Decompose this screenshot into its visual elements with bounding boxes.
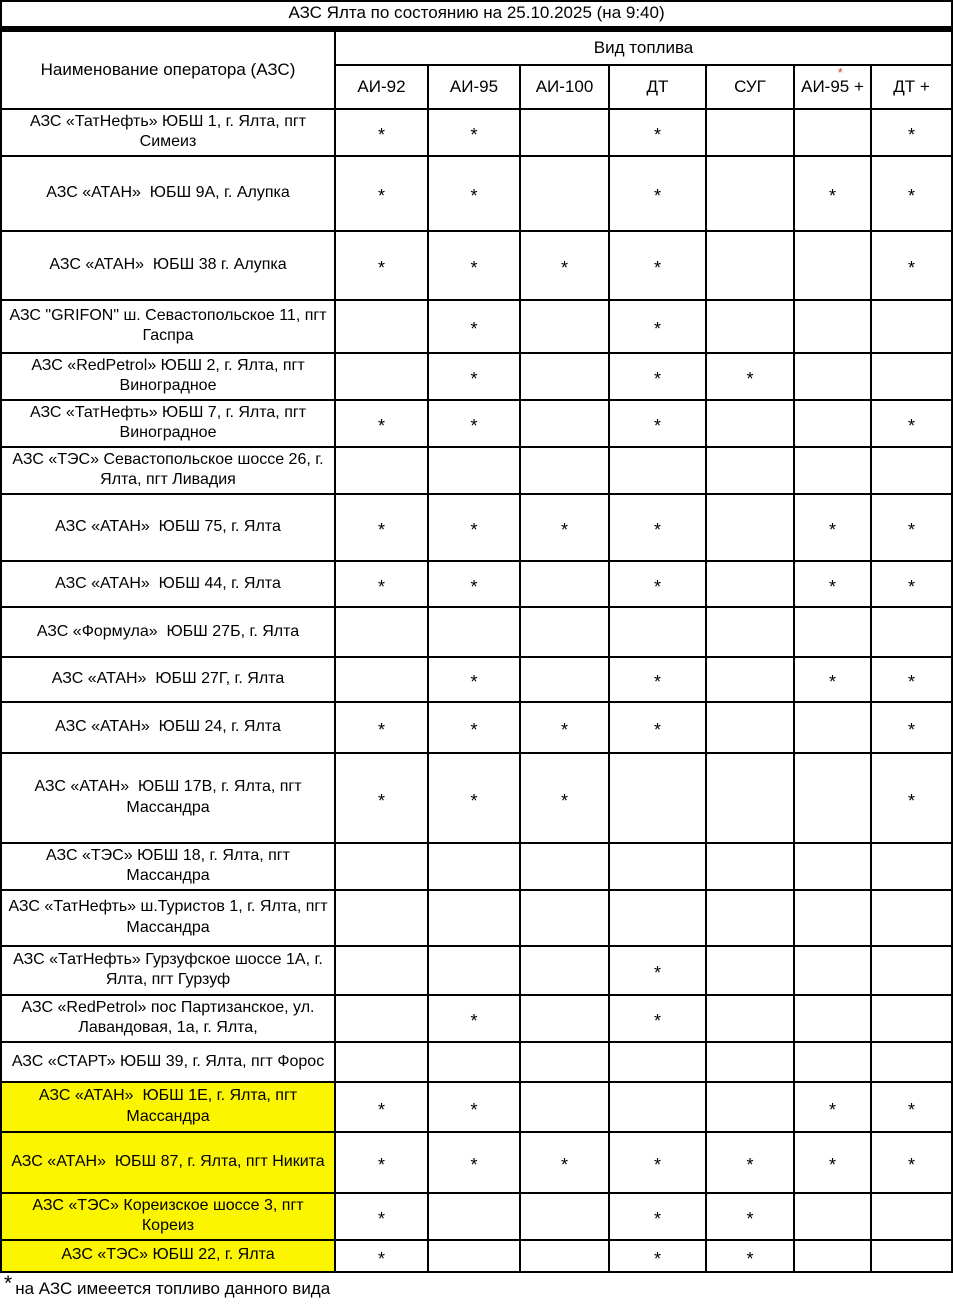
fuel-cell-ai95plus: *: [794, 494, 871, 561]
fuel-cell-ai92: *: [335, 109, 428, 156]
footnote-marker: *: [4, 1271, 13, 1295]
fuel-cell-ai92: *: [335, 702, 428, 753]
fuel-cell-dt: *: [609, 231, 706, 300]
fuel-cell-ai95: [428, 1193, 520, 1240]
fuel-cell-dtplus: *: [871, 231, 952, 300]
fuel-cell-ai95plus: *: [794, 1132, 871, 1193]
fuel-cell-ai100: [520, 400, 609, 447]
fuel-cell-ai92: *: [335, 753, 428, 843]
fuel-cell-ai100: [520, 561, 609, 607]
fuel-cell-dtplus: *: [871, 561, 952, 607]
fuel-cell-ai95: [428, 843, 520, 890]
fuel-cell-ai92: *: [335, 494, 428, 561]
col-header-ai95plus-label: АИ-95 +: [801, 77, 864, 96]
fuel-cell-dt: [609, 753, 706, 843]
station-name-cell: АЗС «АТАН» ЮБШ 9А, г. Алупка: [1, 156, 335, 231]
col-header-dtplus: ДТ +: [871, 65, 952, 109]
fuel-cell-ai100: [520, 1240, 609, 1272]
fuel-cell-ai100: *: [520, 494, 609, 561]
fuel-cell-ai95plus: [794, 843, 871, 890]
col-header-ai100: АИ-100: [520, 65, 609, 109]
station-row: [1, 156, 952, 231]
fuel-cell-dt: *: [609, 156, 706, 231]
footnote: [0, 1273, 953, 1304]
fuel-cell-dt: *: [609, 946, 706, 995]
col-header-ai92: АИ-92: [335, 65, 428, 109]
fuel-cell-sug: *: [706, 1193, 794, 1240]
fuel-cell-dt: *: [609, 1193, 706, 1240]
fuel-cell-ai95plus: [794, 447, 871, 494]
fuel-cell-ai100: [520, 657, 609, 702]
fuel-cell-sug: [706, 231, 794, 300]
station-name-cell: АЗС «RedPetrol» ЮБШ 2, г. Ялта, пгт Виноградное: [1, 353, 335, 400]
fuel-cell-ai100: [520, 300, 609, 353]
station-name-cell: АЗС «АТАН» ЮБШ 75, г. Ялта: [1, 494, 335, 561]
fuel-cell-ai95: *: [428, 1132, 520, 1193]
station-name-cell: АЗС «Формула» ЮБШ 27Б, г. Ялта: [1, 607, 335, 657]
fuel-cell-dt: *: [609, 400, 706, 447]
fuel-cell-ai92: *: [335, 1240, 428, 1272]
fuel-cell-ai100: [520, 946, 609, 995]
station-name-cell: АЗС «RedPetrol» пос Партизанское, ул. Лавандовая, 1а, г. Ялта,: [1, 995, 335, 1042]
fuel-cell-ai95plus: *: [794, 657, 871, 702]
fuel-cell-ai92: [335, 300, 428, 353]
fuel-cell-dtplus: [871, 1193, 952, 1240]
fuel-cell-sug: [706, 400, 794, 447]
fuel-cell-dtplus: *: [871, 494, 952, 561]
station-row: [1, 109, 952, 156]
fuel-cell-ai95: *: [428, 657, 520, 702]
fuel-cell-ai92: *: [335, 561, 428, 607]
fuel-cell-ai95plus: [794, 1042, 871, 1082]
fuel-cell-sug: *: [706, 353, 794, 400]
fuel-cell-ai95plus: [794, 753, 871, 843]
station-row: [1, 995, 952, 1042]
fuel-cell-ai92: *: [335, 1193, 428, 1240]
col-header-ai95: АИ-95: [428, 65, 520, 109]
fuel-cell-dtplus: [871, 447, 952, 494]
fuel-cell-ai100: [520, 607, 609, 657]
fuel-cell-dtplus: [871, 995, 952, 1042]
fuel-cell-dt: *: [609, 561, 706, 607]
fuel-cell-ai95plus: [794, 1193, 871, 1240]
fuel-cell-ai95plus: [794, 995, 871, 1042]
station-name-cell: АЗС «АТАН» ЮБШ 38 г. Алупка: [1, 231, 335, 300]
station-name-cell: АЗС «АТАН» ЮБШ 44, г. Ялта: [1, 561, 335, 607]
station-name-cell: АЗС «ТатНефть» ЮБШ 7, г. Ялта, пгт Виноградное: [1, 400, 335, 447]
fuel-cell-ai95plus: *: [794, 561, 871, 607]
fuel-cell-dt: *: [609, 702, 706, 753]
fuel-cell-sug: [706, 607, 794, 657]
fuel-cell-ai100: [520, 890, 609, 946]
fuel-cell-ai95plus: *: [794, 1082, 871, 1132]
fuel-cell-dtplus: *: [871, 1082, 952, 1132]
fuel-cell-ai95: *: [428, 156, 520, 231]
station-row: [1, 1240, 952, 1272]
fuel-cell-dt: [609, 890, 706, 946]
fuel-cell-sug: [706, 1042, 794, 1082]
fuel-type-group-header: Вид топлива: [335, 29, 952, 65]
fuel-cell-ai95plus: [794, 1240, 871, 1272]
station-name-cell: АЗС «ТЭС» ЮБШ 22, г. Ялта: [1, 1240, 335, 1272]
fuel-cell-ai100: [520, 353, 609, 400]
station-row: [1, 946, 952, 995]
station-row: [1, 447, 952, 494]
fuel-cell-ai92: [335, 657, 428, 702]
fuel-cell-ai100: [520, 109, 609, 156]
fuel-cell-ai95: *: [428, 109, 520, 156]
station-row: [1, 561, 952, 607]
fuel-cell-ai95: [428, 1042, 520, 1082]
fuel-cell-sug: [706, 494, 794, 561]
station-row: [1, 753, 952, 843]
station-row: [1, 300, 952, 353]
fuel-cell-ai95plus: [794, 231, 871, 300]
footnote-text: на АЗС имееется топливо данного вида: [15, 1278, 331, 1298]
station-row: [1, 657, 952, 702]
fuel-cell-ai95: *: [428, 702, 520, 753]
fuel-cell-ai92: [335, 995, 428, 1042]
fuel-cell-dtplus: *: [871, 657, 952, 702]
station-row: [1, 1082, 952, 1132]
fuel-cell-dtplus: [871, 607, 952, 657]
fuel-cell-ai100: [520, 1193, 609, 1240]
station-name-cell: АЗС «АТАН» ЮБШ 87, г. Ялта, пгт Никита: [1, 1132, 335, 1193]
fuel-cell-dt: *: [609, 109, 706, 156]
fuel-cell-ai92: [335, 946, 428, 995]
fuel-cell-dtplus: [871, 946, 952, 995]
fuel-cell-ai100: [520, 1042, 609, 1082]
fuel-cell-sug: *: [706, 1132, 794, 1193]
fuel-cell-dtplus: [871, 890, 952, 946]
station-name-cell: АЗС «ТатНефть» ш.Туристов 1, г. Ялта, пгт Массандра: [1, 890, 335, 946]
fuel-cell-ai95: [428, 890, 520, 946]
station-name-cell: АЗС «АТАН» ЮБШ 24, г. Ялта: [1, 702, 335, 753]
fuel-cell-ai95: *: [428, 995, 520, 1042]
fuel-cell-dt: [609, 1042, 706, 1082]
fuel-cell-ai92: *: [335, 1132, 428, 1193]
fuel-cell-sug: [706, 753, 794, 843]
station-row: [1, 494, 952, 561]
fuel-cell-ai92: [335, 890, 428, 946]
fuel-cell-ai92: *: [335, 156, 428, 231]
station-row: [1, 1132, 952, 1193]
fuel-cell-dtplus: [871, 353, 952, 400]
fuel-cell-ai95plus: [794, 109, 871, 156]
fuel-cell-sug: [706, 702, 794, 753]
fuel-cell-sug: [706, 657, 794, 702]
fuel-cell-ai100: [520, 447, 609, 494]
fuel-cell-ai95: *: [428, 753, 520, 843]
fuel-cell-ai95: *: [428, 300, 520, 353]
fuel-cell-dt: [609, 447, 706, 494]
station-name-cell: АЗС «СТАРТ» ЮБШ 39, г. Ялта, пгт Форос: [1, 1042, 335, 1082]
fuel-cell-sug: [706, 561, 794, 607]
fuel-cell-ai95plus: [794, 890, 871, 946]
station-row: [1, 702, 952, 753]
fuel-cell-ai95plus: [794, 702, 871, 753]
fuel-cell-ai95plus: [794, 607, 871, 657]
fuel-cell-dt: *: [609, 657, 706, 702]
fuel-cell-ai100: [520, 1082, 609, 1132]
fuel-cell-ai92: [335, 843, 428, 890]
station-row: [1, 231, 952, 300]
station-name-cell: АЗС «АТАН» ЮБШ 27Г, г. Ялта: [1, 657, 335, 702]
station-row: [1, 890, 952, 946]
fuel-cell-sug: [706, 156, 794, 231]
fuel-cell-dtplus: *: [871, 156, 952, 231]
station-row: [1, 843, 952, 890]
col-header-sug: СУГ: [706, 65, 794, 109]
fuel-cell-ai92: *: [335, 231, 428, 300]
fuel-cell-ai95: *: [428, 494, 520, 561]
fuel-cell-dt: *: [609, 1132, 706, 1193]
fuel-cell-ai92: *: [335, 400, 428, 447]
fuel-cell-dt: *: [609, 1240, 706, 1272]
table-title: АЗС Ялта по состоянию на 25.10.2025 (на 9:40): [1, 1, 952, 29]
fuel-cell-dtplus: *: [871, 400, 952, 447]
fuel-cell-ai100: *: [520, 702, 609, 753]
fuel-cell-ai92: [335, 447, 428, 494]
station-row: [1, 400, 952, 447]
fuel-cell-dtplus: [871, 300, 952, 353]
fuel-cell-dtplus: [871, 1042, 952, 1082]
fuel-cell-dt: *: [609, 353, 706, 400]
fuel-cell-ai95: *: [428, 561, 520, 607]
station-row: [1, 1193, 952, 1240]
station-name-cell: АЗС «АТАН» ЮБШ 1Е, г. Ялта, пгт Массандра: [1, 1082, 335, 1132]
fuel-table-body: [1, 109, 952, 1272]
fuel-cell-ai95plus: [794, 300, 871, 353]
fuel-cell-sug: [706, 890, 794, 946]
fuel-cell-dtplus: *: [871, 702, 952, 753]
footnote-ref-marker: *: [837, 65, 843, 80]
fuel-cell-ai95: *: [428, 400, 520, 447]
fuel-cell-sug: [706, 300, 794, 353]
station-row: [1, 1042, 952, 1082]
fuel-cell-ai100: *: [520, 1132, 609, 1193]
station-name-cell: АЗС «ТатНефть» Гурзуфское шоссе 1А, г. Ялта, пгт Гурзуф: [1, 946, 335, 995]
fuel-cell-ai95: *: [428, 353, 520, 400]
fuel-cell-dt: *: [609, 995, 706, 1042]
col-header-dt: ДТ: [609, 65, 706, 109]
operator-name-header: Наименование оператора (АЗС): [1, 29, 335, 109]
fuel-cell-ai95: [428, 607, 520, 657]
station-name-cell: АЗС «АТАН» ЮБШ 17В, г. Ялта, пгт Массандра: [1, 753, 335, 843]
col-header-ai95plus: [794, 65, 871, 109]
fuel-cell-ai95plus: [794, 400, 871, 447]
fuel-cell-dtplus: *: [871, 109, 952, 156]
fuel-cell-ai95: [428, 1240, 520, 1272]
fuel-cell-ai92: [335, 1042, 428, 1082]
fuel-cell-ai100: *: [520, 231, 609, 300]
fuel-cell-dtplus: *: [871, 753, 952, 843]
fuel-cell-ai95: [428, 447, 520, 494]
table-title-row: [1, 1, 952, 29]
fuel-cell-dtplus: *: [871, 1132, 952, 1193]
fuel-cell-sug: [706, 1082, 794, 1132]
fuel-cell-ai95: *: [428, 231, 520, 300]
fuel-cell-sug: [706, 946, 794, 995]
station-name-cell: АЗС "GRIFON" ш. Севастопольское 11, пгт Гаспра: [1, 300, 335, 353]
station-name-cell: АЗС «ТЭС» Севастопольское шоссе 26, г. Ялта, пгт Ливадия: [1, 447, 335, 494]
header-row-group: [1, 29, 952, 65]
fuel-cell-sug: *: [706, 1240, 794, 1272]
station-name-cell: АЗС «ТатНефть» ЮБШ 1, г. Ялта, пгт Симеиз: [1, 109, 335, 156]
fuel-cell-dtplus: [871, 1240, 952, 1272]
station-row: [1, 353, 952, 400]
fuel-cell-ai95plus: [794, 946, 871, 995]
fuel-cell-ai92: [335, 607, 428, 657]
fuel-cell-dt: *: [609, 494, 706, 561]
fuel-cell-dt: [609, 607, 706, 657]
station-row: [1, 607, 952, 657]
fuel-cell-ai95plus: *: [794, 156, 871, 231]
fuel-cell-dt: [609, 843, 706, 890]
fuel-cell-dt: [609, 1082, 706, 1132]
station-name-cell: АЗС «ТЭС» Кореизское шоссе 3, пгт Кореиз: [1, 1193, 335, 1240]
fuel-cell-ai95plus: [794, 353, 871, 400]
fuel-cell-ai92: [335, 353, 428, 400]
fuel-cell-dtplus: [871, 843, 952, 890]
fuel-cell-dt: *: [609, 300, 706, 353]
fuel-cell-ai100: [520, 156, 609, 231]
fuel-cell-ai100: [520, 995, 609, 1042]
fuel-cell-sug: [706, 995, 794, 1042]
fuel-cell-sug: [706, 109, 794, 156]
fuel-cell-ai100: *: [520, 753, 609, 843]
station-name-cell: АЗС «ТЭС» ЮБШ 18, г. Ялта, пгт Массандра: [1, 843, 335, 890]
fuel-cell-sug: [706, 843, 794, 890]
fuel-cell-ai92: *: [335, 1082, 428, 1132]
fuel-cell-ai95: *: [428, 1082, 520, 1132]
fuel-cell-sug: [706, 447, 794, 494]
fuel-cell-ai95: [428, 946, 520, 995]
fuel-cell-ai100: [520, 843, 609, 890]
